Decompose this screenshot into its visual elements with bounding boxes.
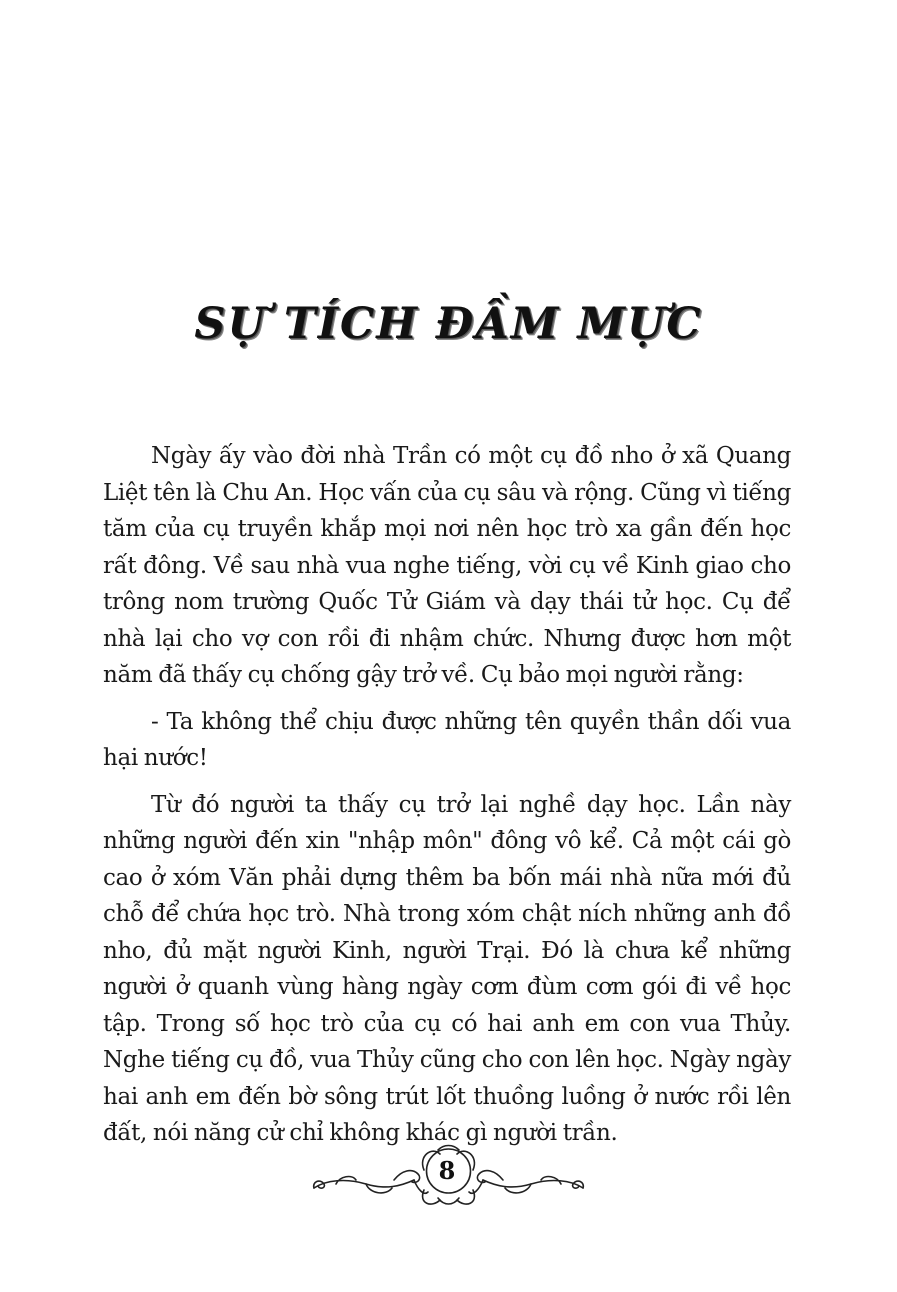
paragraph-dialogue: - Ta không thể chịu được những tên quyền thần dối vua hại nước!: [103, 708, 791, 771]
paragraph-continuation: Từ đó người ta thấy cụ trở lại nghề dạy học. Lần này những người đến xin "nhập môn" đông vô kể. Cả một cái gò cao ở xóm Văn phải dựng thêm ba bốn mái nhà nữa mới đủ chỗ để chứa học trò. Nhà trong xóm chật ních những anh đồ nho, đủ mặt người Kinh, người Trại. Đó là chưa kể những người ở quanh vùng hàng ngày cơm đùm cơm gói đi về học tập. Trong số học trò của cụ có hai anh em con vua Thủy. Nghe tiếng cụ đồ, vua Thủy cũng cho con lên học. Ngày ngày hai anh em đến bờ sông trút lốt thuồng luồng ở nước rồi lên đất, nói năng cử chỉ không khác gì người trần.: [103, 791, 791, 1146]
story-body: [103, 438, 791, 1152]
page-number: 8: [438, 1156, 456, 1185]
paragraph-intro: Ngày ấy vào đời nhà Trần có một cụ đồ nho ở xã Quang Liệt tên là Chu An. Học vấn của cụ sâu và rộng. Cũng vì tiếng tăm của cụ truyền khắp mọi nơi nên học trò xa gần đến học rất đông. Về sau nhà vua nghe tiếng, vời cụ về Kinh giao cho trông nom trường Quốc Tử Giám và dạy thái tử học. Cụ để nhà lại cho vợ con rồi đi nhậm chức. Nhưng được hơn một năm đã thấy cụ chống gậy trở về. Cụ bảo mọi người rằng:: [103, 443, 791, 688]
page-title: SỰ TÍCH ĐẦM MỰC: [194, 298, 703, 349]
